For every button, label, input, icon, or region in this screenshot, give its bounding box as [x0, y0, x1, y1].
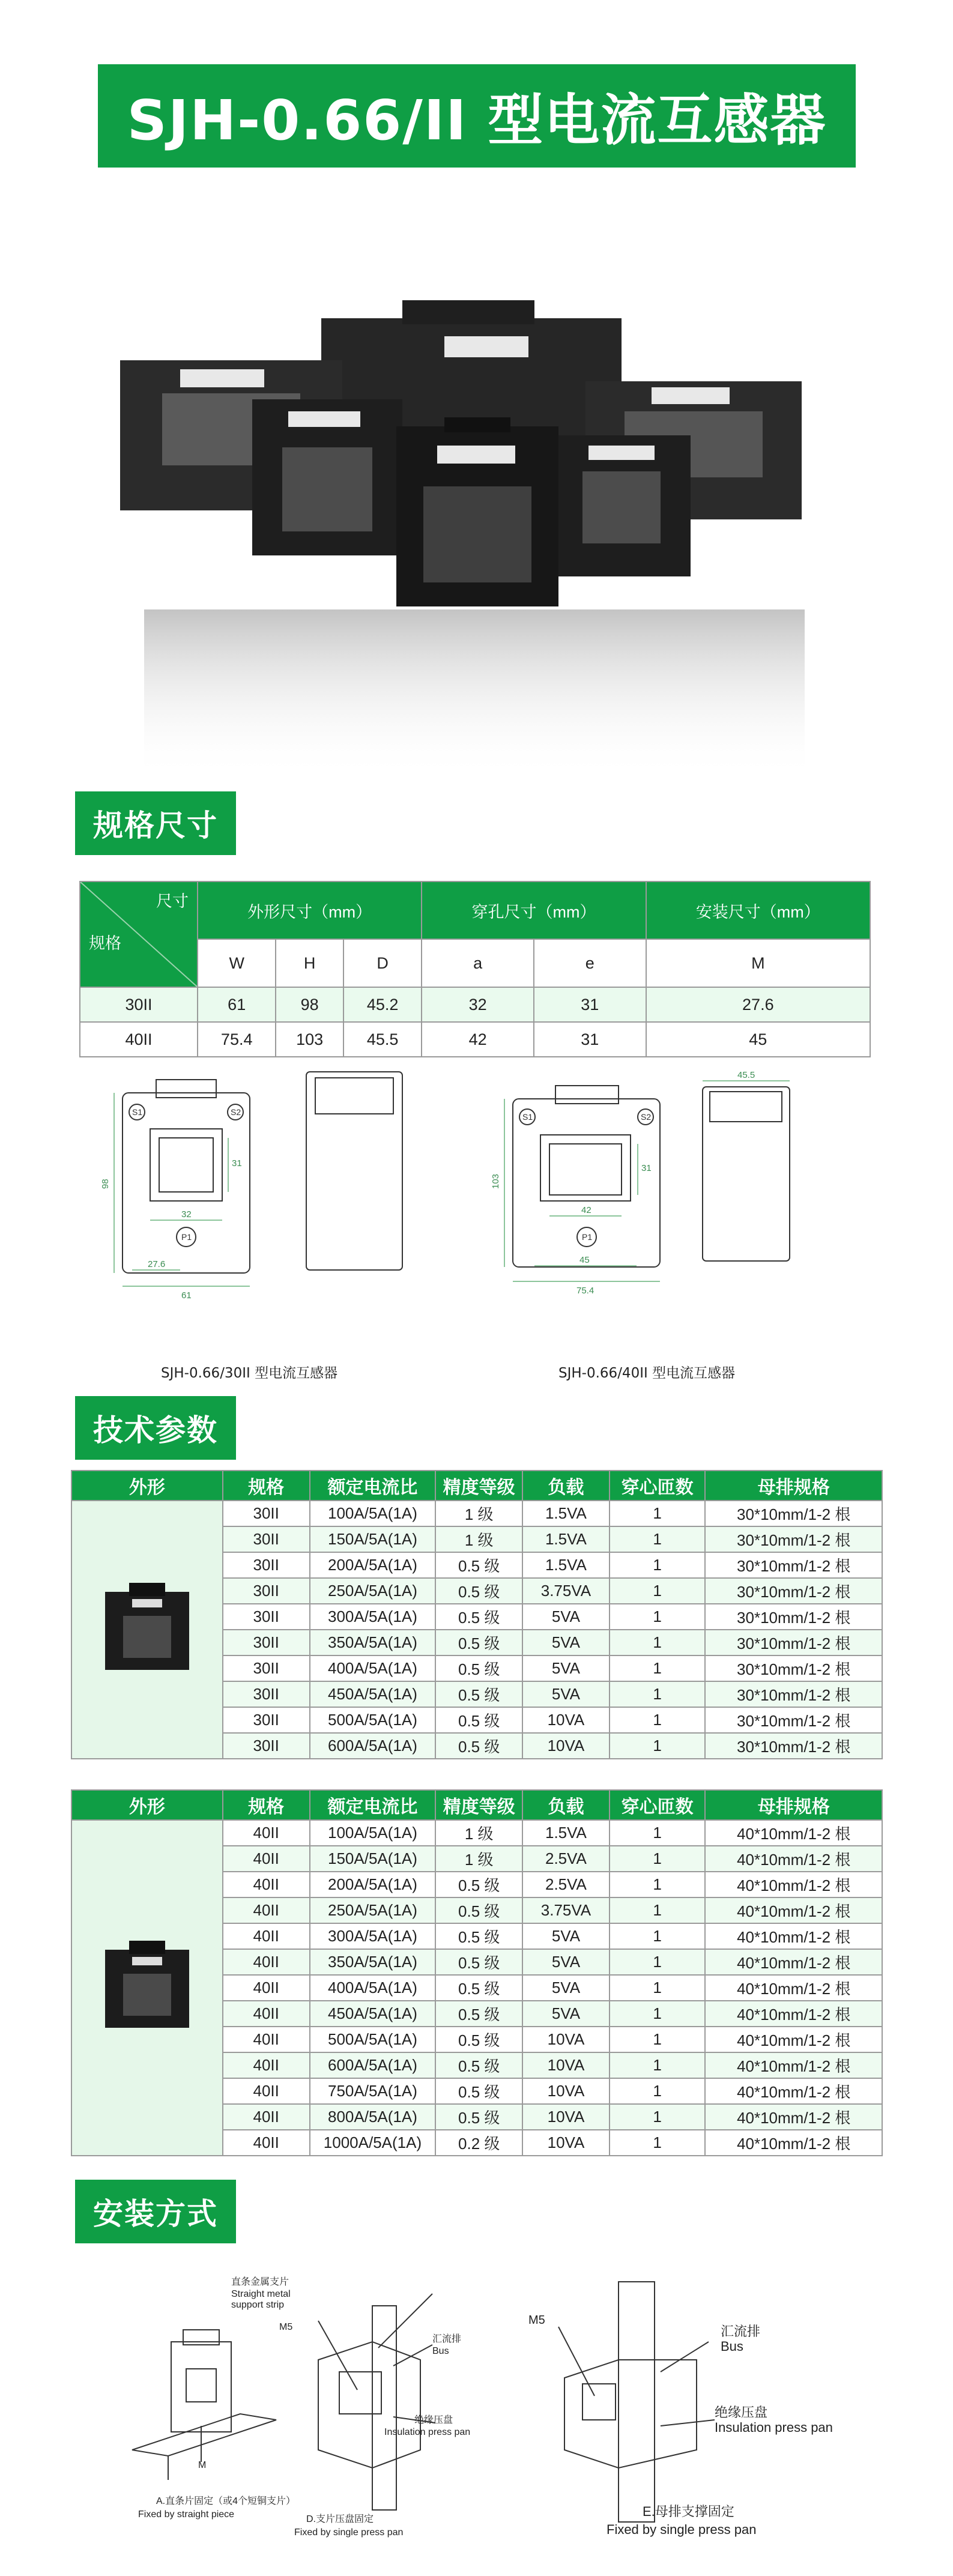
table-cell: 0.5 级	[435, 1949, 522, 1975]
table-cell: 250A/5A(1A)	[310, 1897, 436, 1923]
table-cell: 30II	[223, 1733, 310, 1759]
drawing-30II	[100, 1063, 444, 1339]
table-cell: 30*10mm/1-2 根	[705, 1630, 882, 1655]
terminal-s2: S2	[641, 1112, 652, 1122]
table-cell: 2.5VA	[522, 1872, 610, 1897]
table-cell: 0.5 级	[435, 1897, 522, 1923]
label-strip-en1: Straight metal	[231, 2289, 291, 2299]
product-thumbnail	[87, 1932, 207, 2040]
table-cell: 40*10mm/1-2 根	[705, 2052, 882, 2078]
table-cell: 1000A/5A(1A)	[310, 2130, 436, 2156]
table-cell: 30II	[223, 1526, 310, 1552]
table-cell: 0.5 级	[435, 2052, 522, 2078]
table-cell: 5VA	[522, 1949, 610, 1975]
table-cell: 30*10mm/1-2 根	[705, 1655, 882, 1681]
table-cell: 0.5 级	[435, 1681, 522, 1707]
label-a-cn: A.直条片固定（或4个短铜支片）	[156, 2496, 296, 2506]
table-cell: 40*10mm/1-2 根	[705, 1949, 882, 1975]
drawing-caption-40II: SJH-0.66/40II 型电流互感器	[558, 1365, 736, 1381]
table-cell: 1 级	[435, 1501, 522, 1526]
dim-height: 98	[100, 1179, 110, 1189]
label-e-en: Fixed by single press pan	[607, 2522, 757, 2537]
table-cell: 300A/5A(1A)	[310, 1923, 436, 1949]
table-cell: 250A/5A(1A)	[310, 1578, 436, 1604]
table-cell: 40II	[223, 1975, 310, 2001]
product-thumbnail-cell	[71, 1501, 223, 1759]
spec-col-W: W	[198, 939, 276, 987]
label-m: M	[198, 2460, 207, 2470]
table-cell: 5VA	[522, 1923, 610, 1949]
table-cell: 10VA	[522, 1707, 610, 1733]
table-cell: 500A/5A(1A)	[310, 2027, 436, 2052]
product-photo	[108, 288, 847, 781]
table-cell: 40*10mm/1-2 根	[705, 1975, 882, 2001]
spec-col-M: M	[646, 939, 870, 987]
table-cell: 30II	[223, 1578, 310, 1604]
table-cell: 1	[610, 2078, 706, 2104]
table-cell: 0.5 级	[435, 1707, 522, 1733]
dim-mount: 45	[579, 1255, 590, 1265]
table-cell: 1	[610, 1897, 706, 1923]
label-pan-cn-e: 绝缘压盘	[715, 2405, 768, 2420]
table-cell: 40II	[223, 1820, 310, 1846]
label-bus-en-e: Bus	[721, 2339, 743, 2354]
table-cell: 450A/5A(1A)	[310, 2001, 436, 2027]
table-cell: 1	[610, 1681, 706, 1707]
table-cell: 0.5 级	[435, 1872, 522, 1897]
label-pan-en-e: Insulation press pan	[715, 2420, 833, 2435]
table-cell: 5VA	[522, 2001, 610, 2027]
terminal-s2: S2	[231, 1107, 241, 1117]
table-cell: 40*10mm/1-2 根	[705, 2078, 882, 2104]
table-cell: 2.5VA	[522, 1846, 610, 1872]
table-cell: 10VA	[522, 2052, 610, 2078]
section-tag-size: 规格尺寸	[75, 791, 236, 855]
table-cell: 600A/5A(1A)	[310, 1733, 436, 1759]
table-cell: 1	[610, 1846, 706, 1872]
table-cell: 30II	[223, 1707, 310, 1733]
table-cell: 100A/5A(1A)	[310, 1820, 436, 1846]
table-cell: 3.75VA	[522, 1897, 610, 1923]
table-cell: 1	[610, 1526, 706, 1552]
page-title-banner	[98, 64, 856, 168]
label-pan-cn-d: 绝缘压盘	[414, 2415, 453, 2425]
table-cell: 30*10mm/1-2 根	[705, 1681, 882, 1707]
table-cell: 40II	[223, 1872, 310, 1897]
table-cell: 10VA	[522, 2078, 610, 2104]
table-cell: 0.5 级	[435, 1923, 522, 1949]
table-cell: 10VA	[522, 2104, 610, 2130]
table-cell: 30*10mm/1-2 根	[705, 1604, 882, 1630]
table-cell: 350A/5A(1A)	[310, 1949, 436, 1975]
table-cell: 40*10mm/1-2 根	[705, 1872, 882, 1897]
table-cell: 30*10mm/1-2 根	[705, 1526, 882, 1552]
table-cell: 1	[610, 1949, 706, 1975]
label-strip-cn: 直条金属支片	[231, 2277, 289, 2287]
table-cell: 40II	[223, 2027, 310, 2052]
table-cell: 40II	[223, 2001, 310, 2027]
spec-col-H: H	[276, 939, 343, 987]
label-strip-en2: support strip	[231, 2300, 285, 2310]
spec-corner: 尺寸 规格	[80, 881, 198, 987]
table-row	[71, 1501, 882, 1526]
table-cell: 30II	[223, 1681, 310, 1707]
table-cell: 0.5 级	[435, 1604, 522, 1630]
table-cell: 1	[610, 1923, 706, 1949]
dim-mount: 27.6	[148, 1259, 166, 1269]
table-cell: 200A/5A(1A)	[310, 1872, 436, 1897]
table-cell: 1	[610, 1707, 706, 1733]
terminal-p1: P1	[582, 1232, 593, 1242]
table-cell: 40II	[223, 2130, 310, 2156]
section-tag-tech: 技术参数	[75, 1396, 236, 1460]
page-title: SJH-0.66/II 型电流互感器	[127, 88, 827, 153]
spec-table	[79, 881, 871, 1057]
table-cell: 30II	[223, 1552, 310, 1578]
table-cell: 1	[610, 1578, 706, 1604]
drawing-40II	[491, 1069, 835, 1339]
table-cell: 0.5 级	[435, 1733, 522, 1759]
table-cell: 0.2 级	[435, 2130, 522, 2156]
label-d-cn: D.支片压盘固定	[306, 2514, 374, 2524]
table-cell: 1.5VA	[522, 1501, 610, 1526]
table-cell: 100A/5A(1A)	[310, 1501, 436, 1526]
table-cell: 0.5 级	[435, 1655, 522, 1681]
label-bus-en-d: Bus	[432, 2346, 449, 2356]
table-cell: 1	[610, 1820, 706, 1846]
spec-col-D: D	[343, 939, 422, 987]
spec-col-e: e	[534, 939, 646, 987]
section-tag-install: 安装方式	[75, 2180, 236, 2243]
table-cell: 0.5 级	[435, 1552, 522, 1578]
table-cell: 1	[610, 2130, 706, 2156]
label-bus-cn-e: 汇流排	[721, 2324, 761, 2339]
table-cell: 40II	[223, 1923, 310, 1949]
spec-group-hole: 穿孔尺寸（mm）	[422, 881, 646, 939]
table-cell: 400A/5A(1A)	[310, 1975, 436, 2001]
table-cell: 40*10mm/1-2 根	[705, 2130, 882, 2156]
table-cell: 1.5VA	[522, 1526, 610, 1552]
table-cell: 1	[610, 1552, 706, 1578]
dim-hole-height: 31	[232, 1158, 242, 1169]
table-row: 40II 75.4 103 45.5 42 31 45	[80, 1022, 870, 1057]
table-cell: 150A/5A(1A)	[310, 1526, 436, 1552]
table-cell: 1	[610, 1733, 706, 1759]
table-cell: 40II	[223, 2104, 310, 2130]
table-cell: 1 级	[435, 1846, 522, 1872]
product-thumbnail	[87, 1574, 207, 1682]
table-cell: 40II	[223, 2052, 310, 2078]
table-cell: 30*10mm/1-2 根	[705, 1501, 882, 1526]
dim-hole-width: 32	[181, 1209, 192, 1220]
table-cell: 1	[610, 2052, 706, 2078]
dim-hole-height: 31	[641, 1163, 652, 1173]
table-cell: 800A/5A(1A)	[310, 2104, 436, 2130]
table-cell: 600A/5A(1A)	[310, 2052, 436, 2078]
table-cell: 40*10mm/1-2 根	[705, 2104, 882, 2130]
table-cell: 150A/5A(1A)	[310, 1846, 436, 1872]
table-cell: 30*10mm/1-2 根	[705, 1578, 882, 1604]
terminal-s1: S1	[522, 1112, 533, 1122]
install-diagrams	[120, 2270, 865, 2546]
table-cell: 40II	[223, 1949, 310, 1975]
drawing-caption-30II: SJH-0.66/30II 型电流互感器	[161, 1365, 338, 1381]
table-cell: 1	[610, 2001, 706, 2027]
table-cell: 40*10mm/1-2 根	[705, 2027, 882, 2052]
label-m5-e: M5	[528, 2314, 545, 2327]
table-cell: 5VA	[522, 1630, 610, 1655]
table-cell: 30II	[223, 1604, 310, 1630]
spec-col-a: a	[422, 939, 534, 987]
spec-group-mount: 安装尺寸（mm）	[646, 881, 870, 939]
table-cell: 5VA	[522, 1655, 610, 1681]
spec-group-outline: 外形尺寸（mm）	[198, 881, 422, 939]
table-cell: 40*10mm/1-2 根	[705, 2001, 882, 2027]
dim-width: 75.4	[576, 1286, 594, 1296]
table-cell: 750A/5A(1A)	[310, 2078, 436, 2104]
table-cell: 0.5 级	[435, 1975, 522, 2001]
table-cell: 40*10mm/1-2 根	[705, 1820, 882, 1846]
table-cell: 0.5 级	[435, 2104, 522, 2130]
table-cell: 5VA	[522, 1681, 610, 1707]
label-e-cn: E.母排支撑固定	[643, 2504, 734, 2519]
table-cell: 1	[610, 1501, 706, 1526]
table-cell: 30*10mm/1-2 根	[705, 1707, 882, 1733]
table-cell: 30II	[223, 1655, 310, 1681]
table-cell: 1 级	[435, 1526, 522, 1552]
table-cell: 40*10mm/1-2 根	[705, 1923, 882, 1949]
table-cell: 10VA	[522, 2130, 610, 2156]
table-cell: 30II	[223, 1630, 310, 1655]
table-cell: 1	[610, 1655, 706, 1681]
dim-depth: 45.5	[737, 1070, 755, 1080]
table-row: 30II 61 98 45.2 32 31 27.6	[80, 987, 870, 1022]
table-cell: 450A/5A(1A)	[310, 1681, 436, 1707]
table-cell: 10VA	[522, 2027, 610, 2052]
table-cell: 5VA	[522, 1604, 610, 1630]
terminal-s1: S1	[132, 1107, 143, 1117]
product-thumbnail-cell	[71, 1820, 223, 2156]
table-cell: 1 级	[435, 1820, 522, 1846]
table-cell: 0.5 级	[435, 2001, 522, 2027]
table-cell: 40II	[223, 1897, 310, 1923]
table-cell: 0.5 级	[435, 2027, 522, 2052]
table-cell: 40*10mm/1-2 根	[705, 1846, 882, 1872]
tech-table-30II: 外形 规格 额定电流比 精度等级 负载 穿心匝数 母排规格 30II 100A/5A(1A) 1 级 1.5VA 1 30*10mm/1-2 根 30II 150A/5A(1A) 1 级 1.5VA 1 30*10mm/1-2 根 30II 200A/5A(1A) 0.5 级 1.5VA 1 30*10mm/1-2 根 30II 250A/5A(1A) 0.5 级 3.75VA 1 30*10mm/1-2 根 30II 300A/5A(1A) 0.5 级 5VA 1 30*10mm/1-2 根 30II 350A/5A(1A) 0.5 级 5VA 1 30*10mm/1-2 根 30II 400A/5A(1A) 0.5 级 5VA 1 30*10mm/1-2 根 30II 450A/5A(1A) 0.5 级 5VA 1 30*10mm/1-2 根 30II 500A/5A(1A) 0.5 级 10VA 1 30*10mm/1-2 根 30II 600A/5A(1A) 0.5 级 10VA 1 30*10mm/1-2 根	[71, 1470, 883, 1759]
dim-width: 61	[181, 1290, 192, 1301]
label-bus-cn-d: 汇流排	[432, 2334, 462, 2344]
dim-hole-width: 42	[581, 1205, 591, 1215]
table-cell: 40*10mm/1-2 根	[705, 1897, 882, 1923]
table-cell: 300A/5A(1A)	[310, 1604, 436, 1630]
table-cell: 0.5 级	[435, 2078, 522, 2104]
table-cell: 350A/5A(1A)	[310, 1630, 436, 1655]
table-row	[71, 1820, 882, 1846]
table-cell: 5VA	[522, 1975, 610, 2001]
table-cell: 0.5 级	[435, 1630, 522, 1655]
dim-height: 103	[491, 1173, 501, 1189]
table-cell: 500A/5A(1A)	[310, 1707, 436, 1733]
table-cell: 10VA	[522, 1733, 610, 1759]
table-cell: 400A/5A(1A)	[310, 1655, 436, 1681]
label-a-en: Fixed by straight piece	[138, 2509, 235, 2520]
table-cell: 0.5 级	[435, 1578, 522, 1604]
table-cell: 1	[610, 2027, 706, 2052]
terminal-p1: P1	[181, 1232, 192, 1242]
table-cell: 40II	[223, 2078, 310, 2104]
label-m5-d: M5	[279, 2322, 293, 2332]
table-cell: 1	[610, 1604, 706, 1630]
label-pan-en-d: Insulation press pan	[384, 2427, 471, 2437]
table-cell: 3.75VA	[522, 1578, 610, 1604]
table-cell: 40II	[223, 1846, 310, 1872]
table-cell: 30II	[223, 1501, 310, 1526]
table-cell: 1.5VA	[522, 1552, 610, 1578]
table-cell: 30*10mm/1-2 根	[705, 1733, 882, 1759]
label-d-en: Fixed by single press pan	[294, 2527, 404, 2538]
table-cell: 1	[610, 1975, 706, 2001]
table-cell: 1	[610, 2104, 706, 2130]
table-cell: 200A/5A(1A)	[310, 1552, 436, 1578]
table-cell: 1	[610, 1630, 706, 1655]
table-cell: 1.5VA	[522, 1820, 610, 1846]
table-cell: 30*10mm/1-2 根	[705, 1552, 882, 1578]
table-cell: 1	[610, 1872, 706, 1897]
tech-table-40II: 外形 规格 额定电流比 精度等级 负载 穿心匝数 母排规格 40II 100A/5A(1A) 1 级 1.5VA 1 40*10mm/1-2 根 40II 150A/5A(1A) 1 级 2.5VA 1 40*10mm/1-2 根 40II 200A/5A(1A) 0.5 级 2.5VA 1 40*10mm/1-2 根 40II 250A/5A(1A) 0.5 级 3.75VA 1 40*10mm/1-2 根 40II 300A/5A(1A) 0.5 级 5VA 1 40*10mm/1-2 根 40II 350A/5A(1A) 0.5 级 5VA 1 40*10mm/1-2 根 40II 400A/5A(1A) 0.5 级 5VA 1 40*10mm/1-2 根 40II 450A/5A(1A) 0.5 级 5VA 1 40*10mm/1-2 根 40II 500A/5A(1A) 0.5 级 10VA 1 40*10mm/1-2 根 40II 600A/5A(1A) 0.5 级 10VA 1 40*10mm/1-2 根 40II 750A/5A(1A) 0.5 级 10VA 1 40*10mm/1-2 根 40II 800A/5A(1A) 0.5 级 10VA 1 40*10mm/1-2 根 40II 1000A/5A(1A) 0.2 级 10VA 1 40*10mm/1-2 根	[71, 1789, 883, 2156]
